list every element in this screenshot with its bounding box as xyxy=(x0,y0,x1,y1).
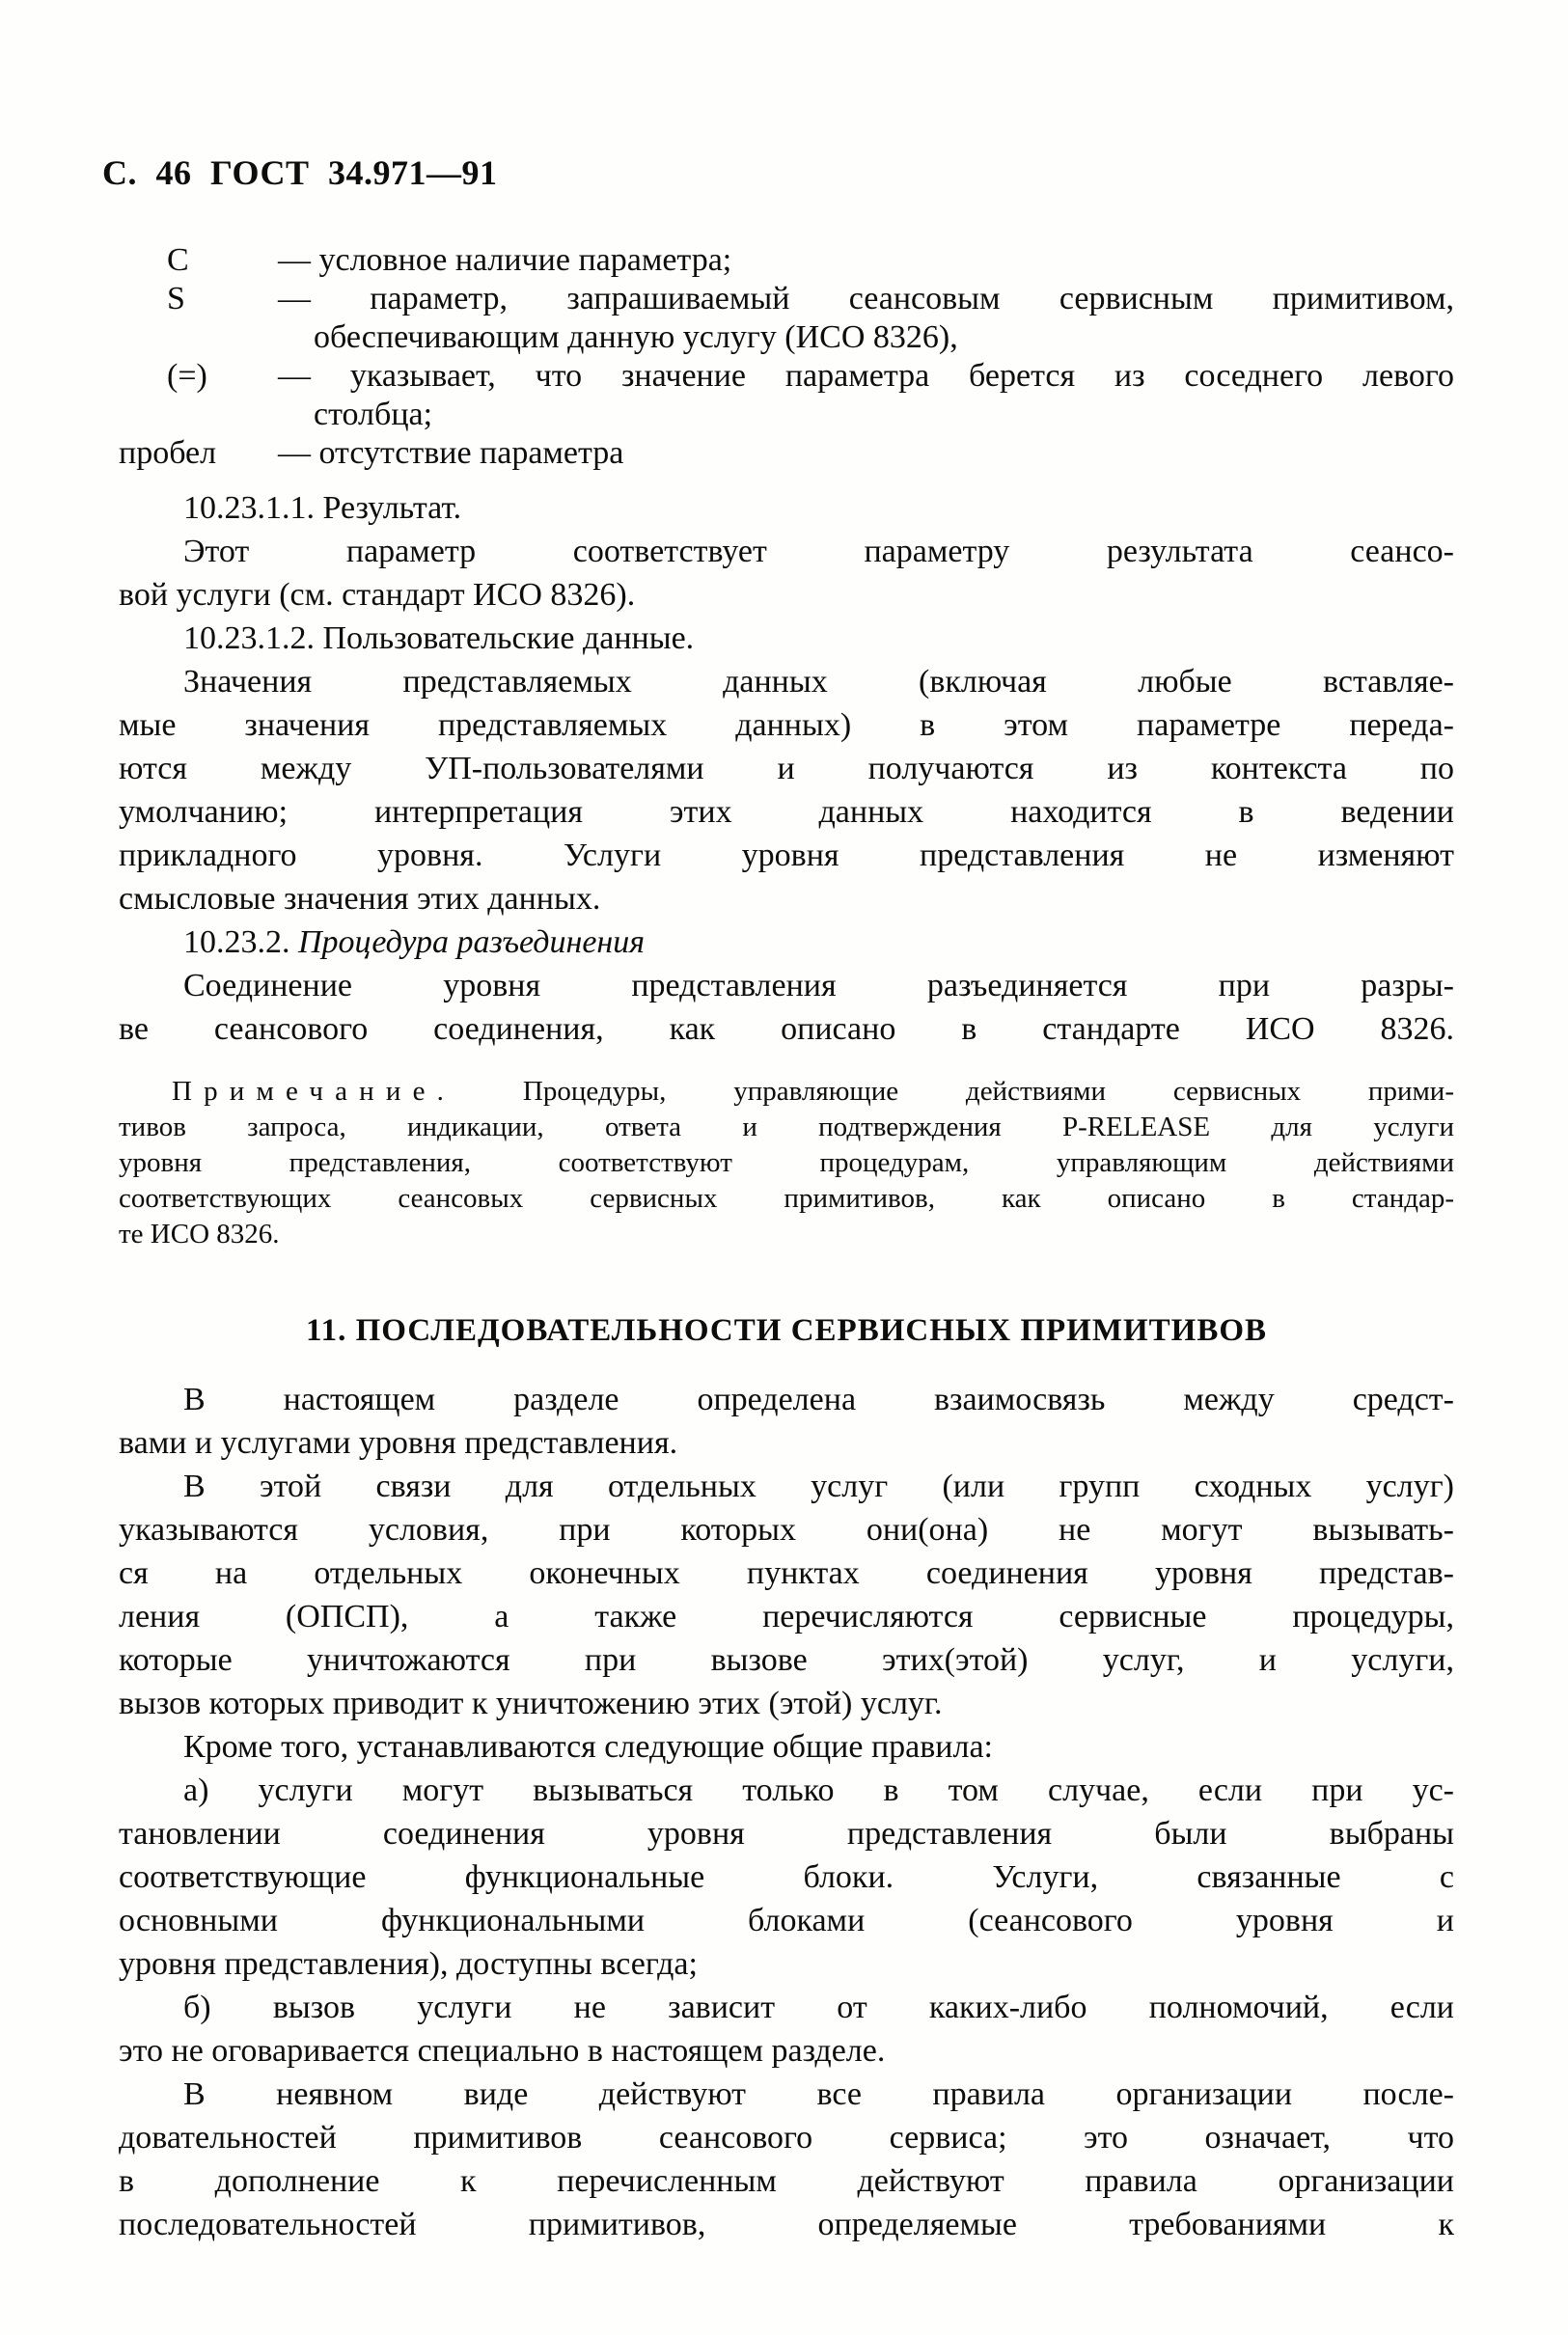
text-line xyxy=(119,1552,1454,1595)
text-line xyxy=(119,1812,1454,1855)
text-segment: мые значения представляемых данных) в этом параметре переда- xyxy=(119,707,1454,743)
text-segment: вами и услугами уровня представления. xyxy=(119,1425,678,1461)
text-line xyxy=(119,1769,1454,1812)
text-line xyxy=(119,530,1454,573)
text-line xyxy=(119,1986,1454,2029)
definition-text xyxy=(278,280,1454,357)
definition-term: пробел xyxy=(119,435,217,471)
text-line xyxy=(119,2116,1454,2159)
text-line xyxy=(119,964,1454,1007)
paragraph xyxy=(119,1725,1454,1769)
text-segment: ются между УП-пользователями и получаются из контекста по xyxy=(119,751,1454,786)
text-segment: В этой связи для отдельных услуг (или групп сходных услуг) xyxy=(183,1469,1454,1504)
text-line xyxy=(119,1110,1454,1145)
text-segment: ве сеансового соединения, как описано в стандарте ИСО 8326. xyxy=(119,1011,1454,1047)
text-line xyxy=(119,1074,1454,1110)
text-segment: уровня представления), доступны всегда; xyxy=(119,1946,698,1982)
definition-row xyxy=(119,280,1454,357)
text-segment: Кроме того, устанавливаются следующие общие правила: xyxy=(183,1729,993,1765)
paragraph xyxy=(119,1465,1454,1725)
text-line xyxy=(119,1508,1454,1552)
text-segment: Соединение уровня представления разъединяется при разры- xyxy=(183,968,1454,1003)
text-segment: вой услуги (см. стандарт ИСО 8326). xyxy=(119,577,636,613)
text-line xyxy=(119,2203,1454,2246)
definition-term: S xyxy=(167,281,185,316)
paragraph xyxy=(119,964,1454,1051)
text-line xyxy=(119,834,1454,877)
text-line xyxy=(119,1638,1454,1682)
definition-text xyxy=(278,357,1454,434)
text-segment: тивов запроса, индикации, ответа и подтверждения P-RELEASE для услуги xyxy=(119,1112,1454,1142)
text-segment: В неявном виде действуют все правила организации после- xyxy=(183,2076,1454,2112)
text-segment: прикладного уровня. Услуги уровня представления не изменяют xyxy=(119,838,1454,873)
text-segment: Процедуры, управляющие действиями сервисных прими- xyxy=(455,1076,1454,1107)
text-segment: столбца; xyxy=(314,397,433,432)
text-line xyxy=(119,747,1454,790)
text-line xyxy=(119,617,1454,660)
paragraph xyxy=(119,920,1454,964)
text-line xyxy=(119,2029,1454,2073)
paragraph xyxy=(119,530,1454,617)
text-line xyxy=(119,1725,1454,1769)
text-line xyxy=(119,1378,1454,1421)
text-segment: уровня представления, соответствуют процедурам, управляющим действиями xyxy=(119,1147,1454,1178)
text-segment: 10.23.2. xyxy=(183,924,298,960)
paragraph xyxy=(119,1769,1454,1986)
definition-text xyxy=(278,241,1454,280)
text-segment: умолчанию; интерпретация этих данных находится в ведении xyxy=(119,794,1454,830)
definition-term: С xyxy=(167,242,189,278)
text-segment: в дополнение к перечисленным действуют правила организации xyxy=(119,2163,1454,2199)
text-line xyxy=(278,434,1454,473)
paragraph xyxy=(119,1986,1454,2073)
definition-row xyxy=(119,434,1454,473)
paragraph xyxy=(119,486,1454,530)
text-line xyxy=(119,1145,1454,1181)
text-segment: смысловые значения этих данных. xyxy=(119,881,601,917)
paragraph xyxy=(119,660,1454,920)
text-line xyxy=(119,660,1454,703)
text-line xyxy=(119,1181,1454,1217)
text-line xyxy=(278,241,1454,280)
text-segment: последовательностей примитивов, определяемые требованиями к xyxy=(119,2207,1454,2242)
text-line xyxy=(119,1682,1454,1725)
text-segment: 10.23.1.2. Пользовательские данные. xyxy=(183,620,695,656)
text-segment: довательностей примитивов сеансового сервиса; это означает, что xyxy=(119,2120,1454,2156)
legend-definition-list xyxy=(119,241,1454,473)
text-segment: Значения представляемых данных (включая любые вставляе- xyxy=(183,664,1454,700)
spaced-text: Примечание. xyxy=(172,1076,456,1107)
text-line xyxy=(119,1310,1454,1351)
text-segment: Этот параметр соответствует параметру результата сеансо- xyxy=(183,534,1454,569)
text-segment: — параметр, запрашиваемый сеансовым сервисным примитивом, xyxy=(278,281,1454,316)
text-line xyxy=(278,396,1454,434)
document-body xyxy=(119,486,1454,2246)
text-segment: — отсутствие параметра xyxy=(278,435,624,471)
italic-text: Процедура разъединения xyxy=(298,924,646,960)
text-segment: — указывает, что значение параметра берется из соседнего левого xyxy=(278,358,1454,394)
text-segment: которые уничтожаются при вызове этих(этой) услуг, и услуги, xyxy=(119,1642,1454,1678)
text-line xyxy=(119,920,1454,964)
text-segment: те ИСО 8326. xyxy=(119,1219,280,1250)
text-line xyxy=(119,1465,1454,1508)
text-line xyxy=(119,1855,1454,1899)
text-line xyxy=(119,1421,1454,1465)
note-paragraph xyxy=(119,1074,1454,1252)
text-line xyxy=(119,2073,1454,2116)
text-line xyxy=(119,2159,1454,2203)
page-header: С. 46 ГОСТ 34.971—91 xyxy=(102,153,498,192)
text-line xyxy=(278,318,1454,357)
text-segment: ления (ОПСП), а также перечисляются сервисные процедуры, xyxy=(119,1599,1454,1634)
text-segment: соответствующих сеансовых сервисных примитивов, как описано в стандар- xyxy=(119,1183,1454,1214)
paragraph xyxy=(119,617,1454,660)
text-segment: вызов которых приводит к уничтожению этих (этой) услуг. xyxy=(119,1686,943,1721)
section-heading xyxy=(119,1310,1454,1351)
paragraph xyxy=(119,1378,1454,1465)
text-line xyxy=(119,1007,1454,1051)
text-line xyxy=(278,280,1454,318)
page-content xyxy=(119,241,1454,2246)
text-segment: В настоящем разделе определена взаимосвязь между средст- xyxy=(183,1382,1454,1417)
text-line xyxy=(119,1899,1454,1942)
text-segment: ся на отдельных оконечных пунктах соединения уровня представ- xyxy=(119,1555,1454,1591)
paragraph xyxy=(119,2073,1454,2246)
text-segment: — условное наличие параметра; xyxy=(278,242,732,278)
text-line xyxy=(119,573,1454,617)
text-segment: 11. ПОСЛЕДОВАТЕЛЬНОСТИ СЕРВИСНЫХ ПРИМИТИВОВ xyxy=(305,1313,1268,1348)
text-line xyxy=(119,790,1454,834)
definition-row xyxy=(119,357,1454,434)
text-line xyxy=(119,1217,1454,1252)
text-segment: указываются условия, при которых они(она) не могут вызывать- xyxy=(119,1512,1454,1548)
text-segment: 10.23.1.1. Результат. xyxy=(183,490,462,526)
text-line xyxy=(119,1942,1454,1986)
text-line xyxy=(119,1595,1454,1638)
text-segment: это не оговаривается специально в настоящем разделе. xyxy=(119,2033,886,2069)
text-segment: обеспечивающим данную услугу (ИСО 8326), xyxy=(314,319,958,355)
definition-text xyxy=(278,434,1454,473)
text-line xyxy=(119,703,1454,747)
definition-row xyxy=(119,241,1454,280)
text-segment: а) услуги могут вызываться только в том случае, если при ус- xyxy=(183,1772,1454,1808)
text-line xyxy=(278,357,1454,396)
text-segment: б) вызов услуги не зависит от каких-либо полномочий, если xyxy=(183,1990,1454,2025)
text-segment: основными функциональными блоками (сеансового уровня и xyxy=(119,1903,1454,1938)
definition-term: (=) xyxy=(167,358,207,394)
text-segment: соответствующие функциональные блоки. Услуги, связанные с xyxy=(119,1859,1454,1895)
text-segment: тановлении соединения уровня представления были выбраны xyxy=(119,1816,1454,1852)
text-line xyxy=(119,486,1454,530)
text-line xyxy=(119,877,1454,920)
